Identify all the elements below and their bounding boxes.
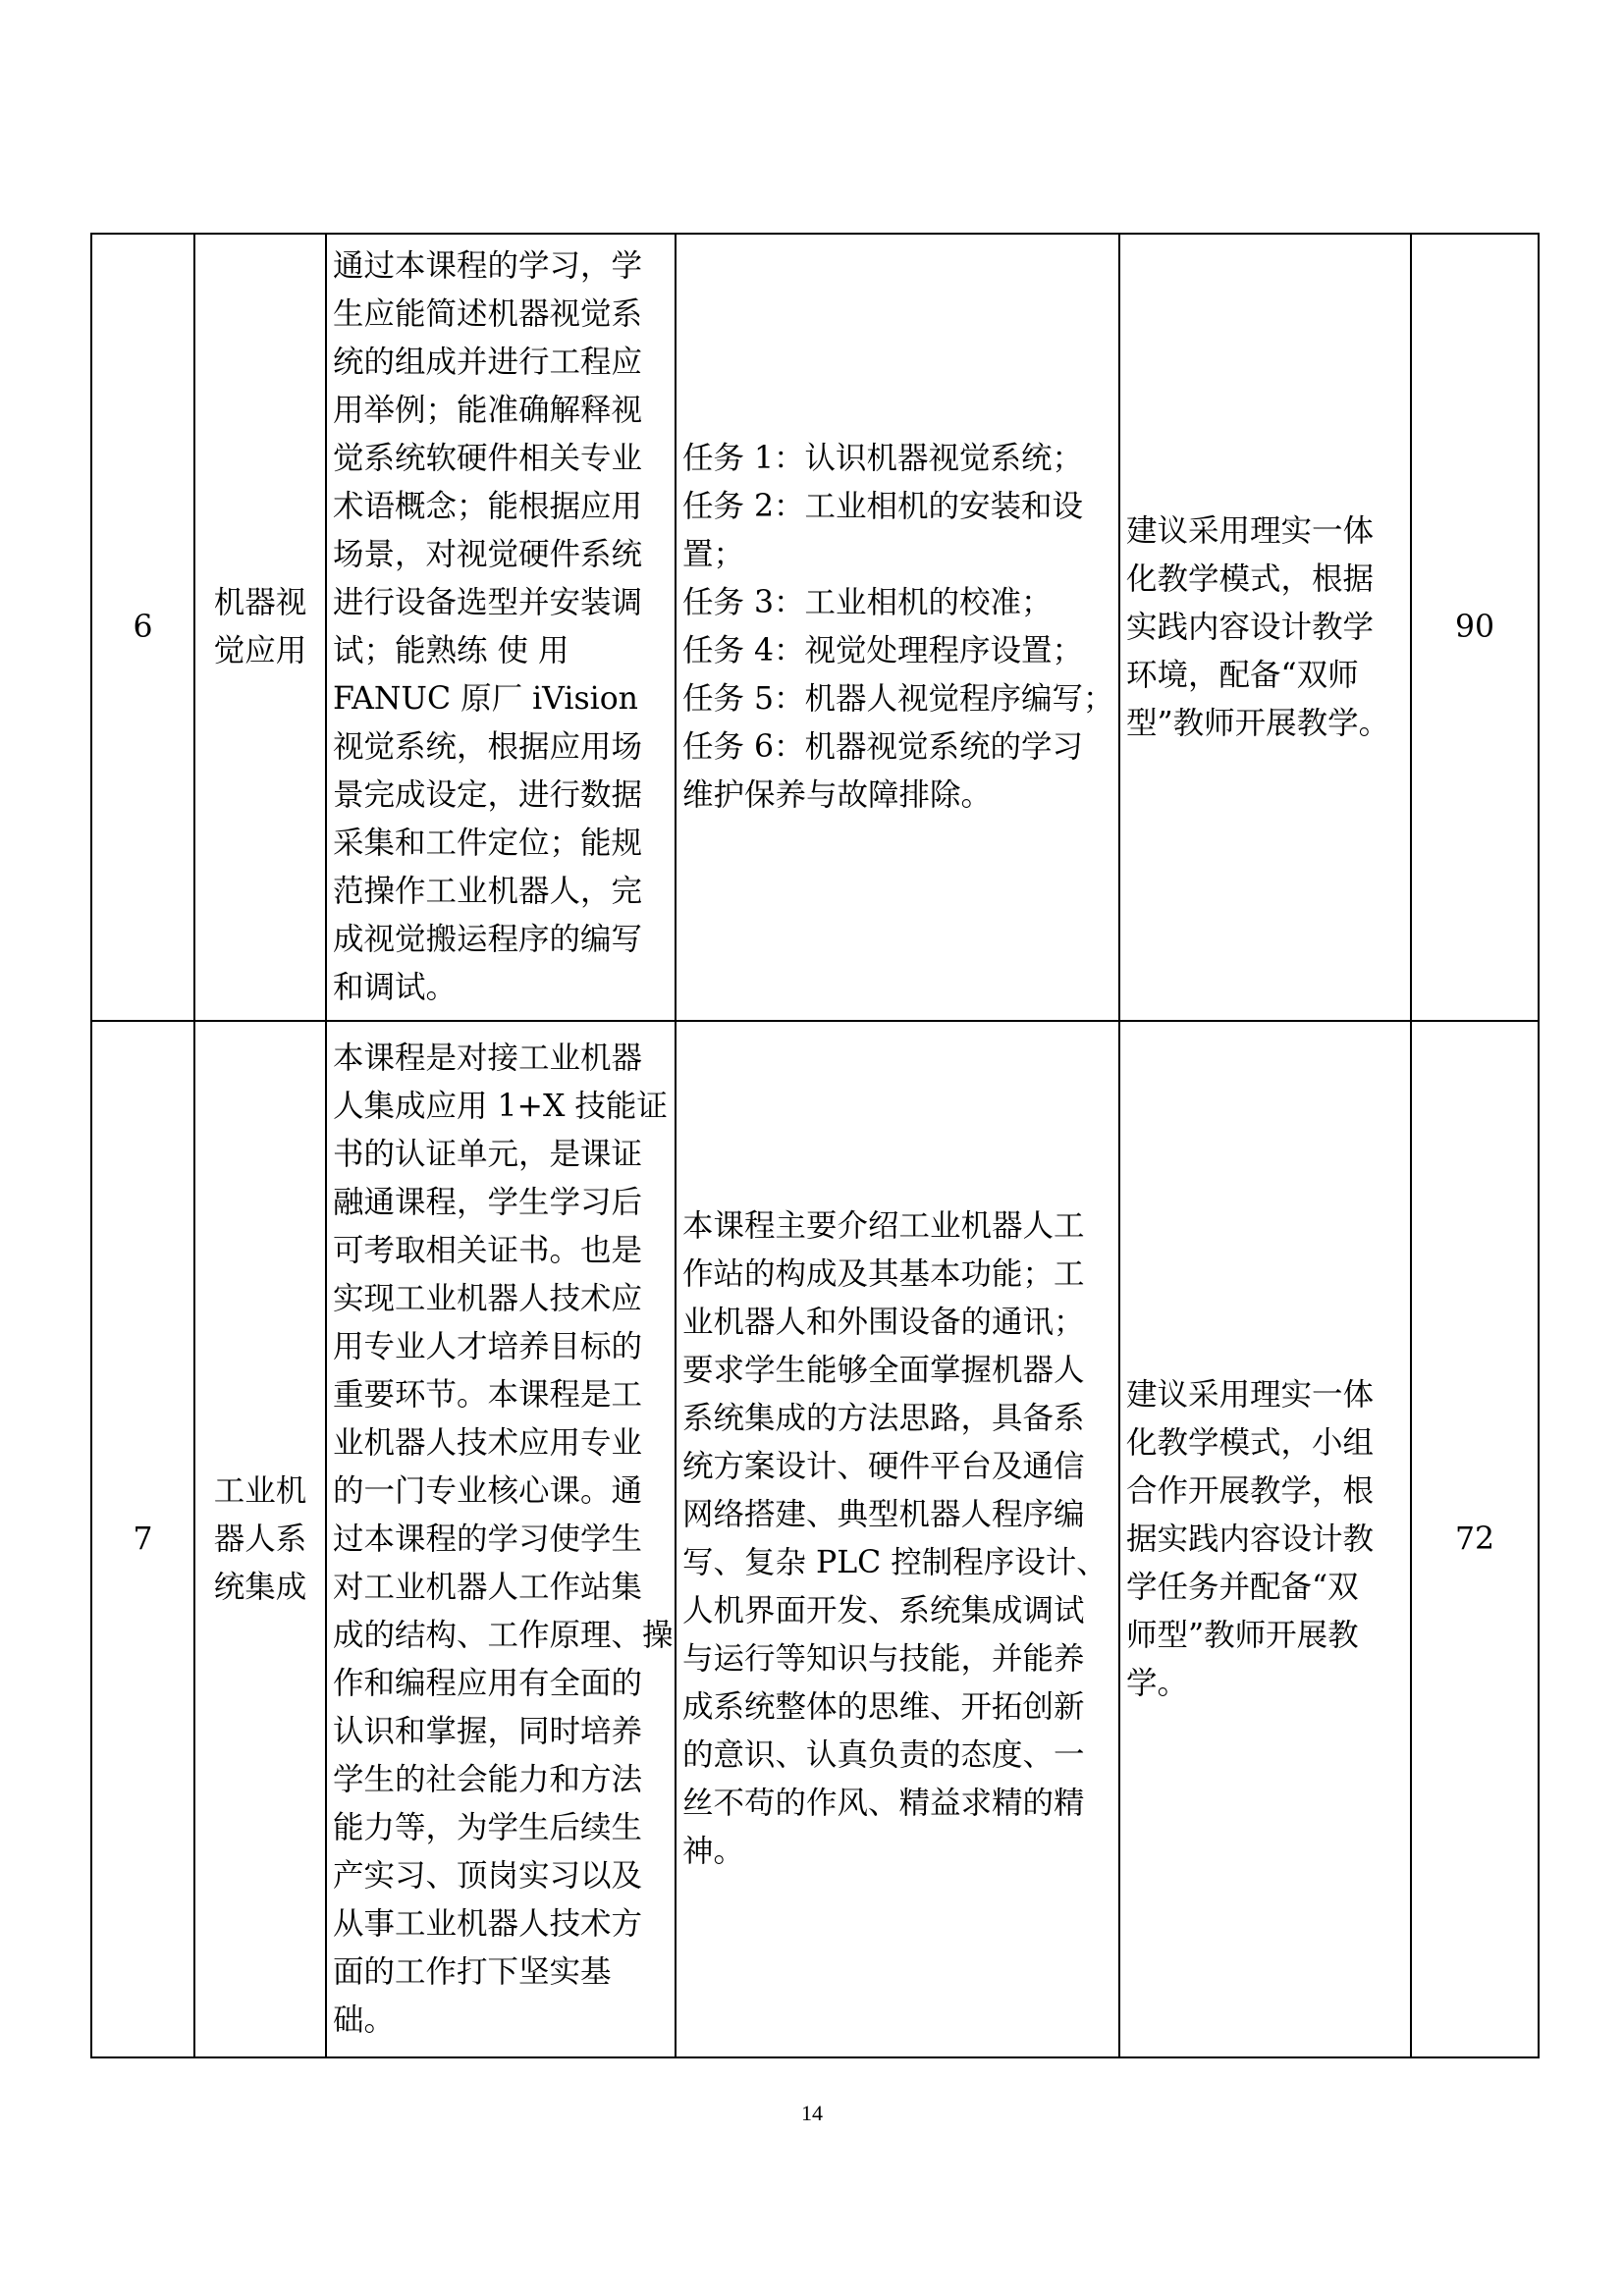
- course-table: [90, 233, 1540, 2058]
- cell-text-line: 采集和工件定位；能规: [333, 826, 643, 861]
- cell-text-line: 环境，配备“双师: [1126, 657, 1359, 693]
- cell-text-line: 神。: [682, 1834, 745, 1869]
- cell-text-line: 过本课程的学习使学生: [333, 1521, 643, 1557]
- cell-text-line: 觉系统软硬件相关专业: [333, 441, 643, 476]
- cell-text-line: 面的工作打下坚实基: [333, 1953, 612, 1990]
- course-hours: 72: [1411, 1021, 1539, 2057]
- course-number: 7: [91, 1021, 194, 2057]
- cell-text-line: 通过本课程的学习，学: [333, 248, 643, 284]
- cell-text-line: 合作开展教学，根: [1126, 1472, 1375, 1509]
- cell-text-line: 对工业机器人工作站集: [333, 1569, 643, 1605]
- cell-text-line: 试；能熟练 使 用: [333, 633, 569, 668]
- cell-text-line: 器人系: [213, 1521, 307, 1557]
- course-content: [676, 234, 1119, 1021]
- page-number: 14: [801, 2101, 823, 2125]
- course-goal: [326, 234, 676, 1021]
- cell-text-line: 实践内容设计教学: [1126, 609, 1375, 645]
- cell-text-line: 范操作工业机器人，完: [333, 874, 643, 909]
- cell-text-line: 业机器人技术应用专业: [333, 1424, 643, 1461]
- cell-text-line: 建议采用理实一体: [1126, 1376, 1375, 1413]
- cell-text-line: 业机器人和外围设备的通讯；: [682, 1305, 1085, 1340]
- cell-text-line: 任务 6：机器视觉系统的学习: [682, 729, 1084, 765]
- cell-text-line: 任务 3：工业相机的校准；: [682, 585, 1053, 620]
- course-hours: 90: [1411, 234, 1539, 1021]
- cell-text-line: 任务 4：视觉处理程序设置；: [682, 633, 1084, 668]
- cell-text-line: 师型”教师开展教: [1126, 1617, 1359, 1653]
- cell-text-line: 建议采用理实一体: [1126, 512, 1375, 549]
- cell-text-line: 任务 2：工业相机的安装和设: [682, 489, 1084, 524]
- cell-text-line: 用专业人才培养目标的: [333, 1328, 643, 1364]
- cell-text-line: 书的认证单元，是课证: [333, 1136, 643, 1172]
- cell-text-line: 化教学模式，小组: [1126, 1424, 1375, 1461]
- cell-text-line: 丝不苟的作风、精益求精的精: [682, 1786, 1085, 1821]
- cell-text-line: 置；: [682, 537, 745, 572]
- cell-text-line: 成的结构、工作原理、操: [333, 1617, 674, 1653]
- cell-text-line: FANUC 原厂 iVision: [333, 681, 638, 717]
- cell-text-line: 要求学生能够全面掌握机器人: [682, 1353, 1085, 1388]
- cell-text-line: 生应能简述机器视觉系: [333, 296, 643, 332]
- cell-text-line: 场景，对视觉硬件系统: [333, 537, 643, 572]
- cell-text-line: 视觉系统，根据应用场: [333, 729, 643, 765]
- cell-text-line: 任务 5：机器人视觉程序编写；: [682, 681, 1114, 717]
- cell-text-line: 用举例；能准确解释视: [333, 393, 643, 428]
- cell-text-line: 人机界面开发、系统集成调试: [682, 1593, 1085, 1629]
- teaching-method: [1119, 234, 1411, 1021]
- table-row: [91, 234, 1539, 1021]
- cell-text-line: 融通课程，学生学习后: [333, 1184, 643, 1220]
- cell-text-line: 型”教师开展教学。: [1126, 705, 1390, 741]
- cell-text-line: 学。: [1126, 1665, 1189, 1701]
- cell-text-line: 人集成应用 1+X 技能证: [333, 1088, 668, 1124]
- cell-text-line: 本课程主要介绍工业机器人工: [682, 1208, 1085, 1244]
- cell-text-line: 与运行等知识与技能，并能养: [682, 1641, 1085, 1677]
- cell-text-line: 作和编程应用有全面的: [333, 1665, 643, 1701]
- cell-text-line: 进行设备选型并安装调: [333, 585, 643, 620]
- cell-text-line: 的意识、认真负责的态度、一: [682, 1737, 1085, 1773]
- cell-text-line: 景完成设定，进行数据: [333, 777, 643, 813]
- cell-text-line: 系统集成的方法思路，具备系: [682, 1401, 1085, 1436]
- cell-text-line: 据实践内容设计教: [1126, 1521, 1375, 1557]
- cell-text-line: 任务 1：认识机器视觉系统；: [682, 441, 1084, 476]
- cell-text-line: 能力等，为学生后续生: [333, 1809, 643, 1845]
- cell-text-line: 术语概念；能根据应用: [333, 489, 643, 524]
- cell-text-line: 的一门专业核心课。通: [333, 1472, 643, 1509]
- course-number: 6: [91, 234, 194, 1021]
- cell-text-line: 化教学模式，根据: [1126, 561, 1375, 597]
- cell-text-line: 认识和掌握，同时培养: [333, 1713, 643, 1749]
- cell-text-line: 维护保养与故障排除。: [682, 777, 993, 813]
- cell-text-line: 统方案设计、硬件平台及通信: [682, 1449, 1085, 1484]
- course-name: [194, 234, 326, 1021]
- table-row: [91, 1021, 1539, 2057]
- cell-text-line: 统的组成并进行工程应: [333, 345, 643, 380]
- cell-text-line: 学生的社会能力和方法: [333, 1761, 643, 1797]
- cell-text-line: 产实习、顶岗实习以及: [333, 1857, 643, 1894]
- cell-text-line: 网络搭建、典型机器人程序编: [682, 1497, 1085, 1532]
- cell-text-line: 本课程是对接工业机器: [333, 1040, 643, 1076]
- teaching-method: [1119, 1021, 1411, 2057]
- cell-text-line: 础。: [333, 2002, 396, 2038]
- cell-text-line: 和调试。: [333, 970, 458, 1005]
- cell-text-line: 实现工业机器人技术应: [333, 1280, 643, 1316]
- cell-text-line: 写、复杂 PLC 控制程序设计、: [682, 1545, 1108, 1580]
- cell-text-line: 机器视: [213, 585, 307, 620]
- cell-text-line: 统集成: [213, 1569, 307, 1605]
- cell-text-line: 可考取相关证书。也是: [333, 1232, 643, 1268]
- cell-text-line: 学任务并配备“双: [1126, 1569, 1359, 1605]
- cell-text-line: 工业机: [213, 1472, 307, 1509]
- cell-text-line: 重要环节。本课程是工: [333, 1376, 643, 1413]
- table-body: [91, 234, 1539, 2057]
- cell-text-line: 觉应用: [213, 633, 307, 668]
- cell-text-line: 成系统整体的思维、开拓创新: [682, 1689, 1085, 1725]
- course-name: [194, 1021, 326, 2057]
- course-content: [676, 1021, 1119, 2057]
- cell-text-line: 作站的构成及其基本功能；工: [682, 1256, 1085, 1292]
- cell-text-line: 成视觉搬运程序的编写: [333, 922, 643, 957]
- cell-text-line: 从事工业机器人技术方: [333, 1905, 643, 1942]
- course-goal: [326, 1021, 676, 2057]
